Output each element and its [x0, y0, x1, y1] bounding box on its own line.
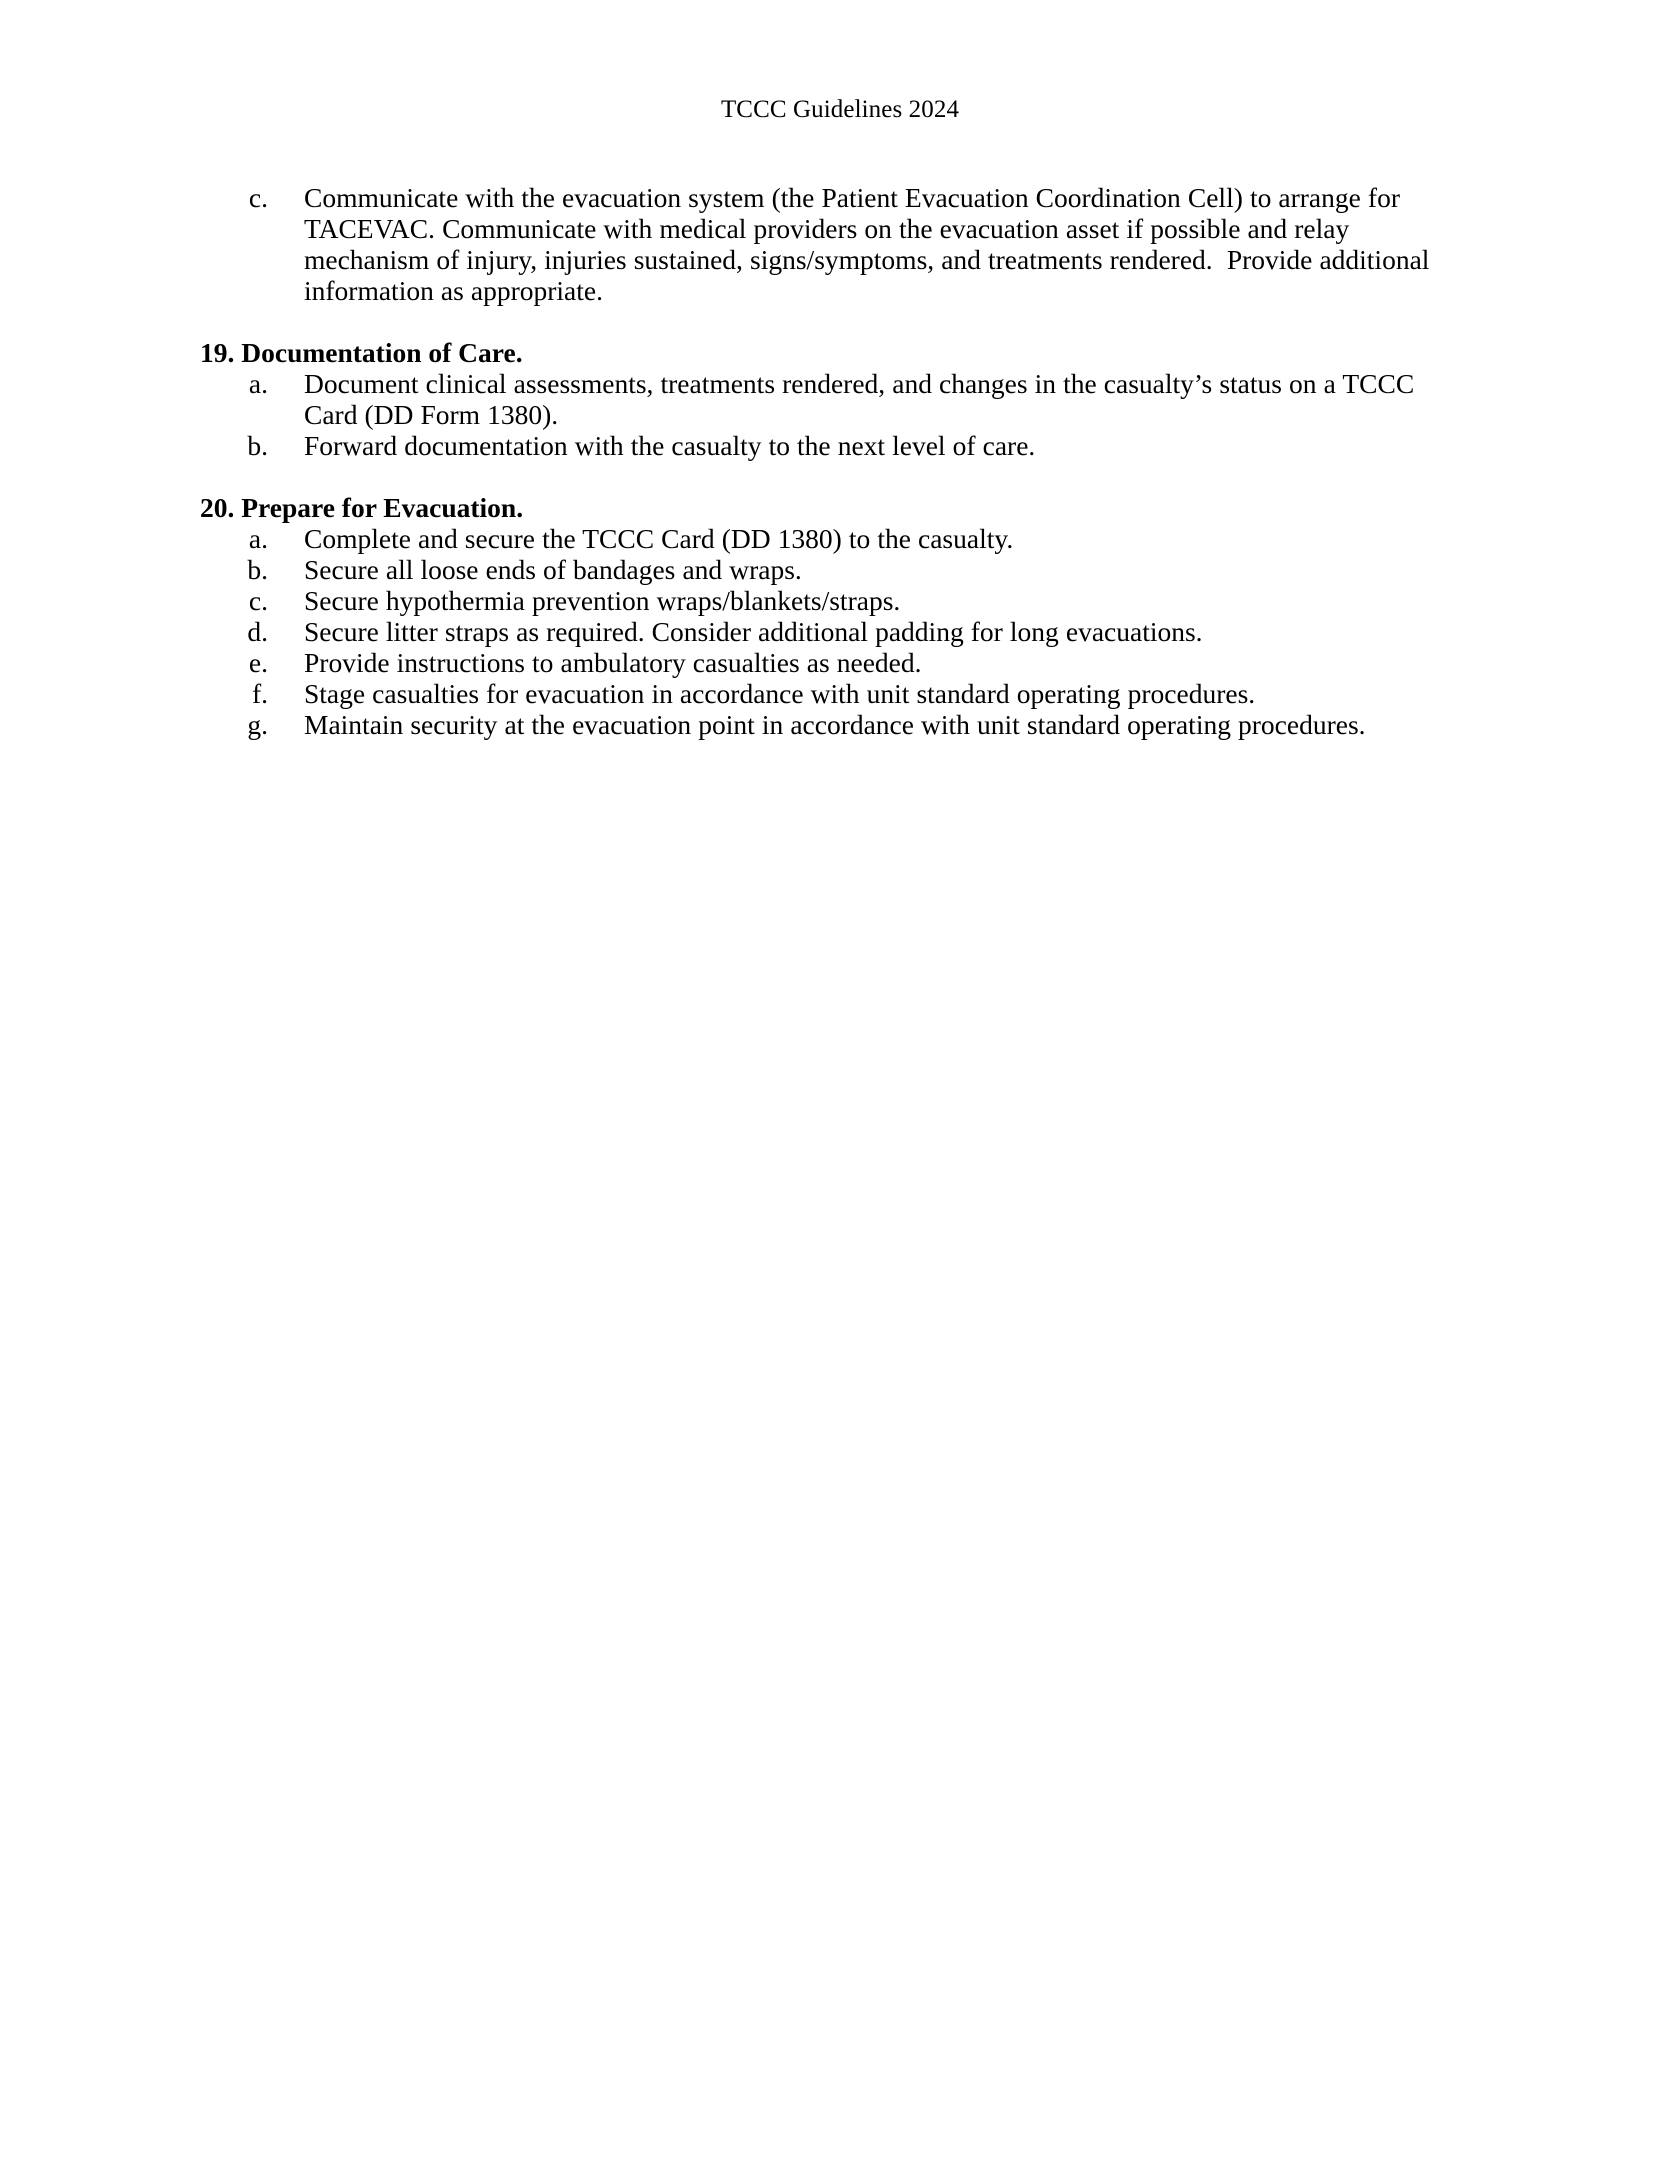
list-item — [200, 709, 1472, 740]
list-item-text: Provide instructions to ambulatory casualties as needed. — [304, 647, 922, 678]
list-item-marker: b. — [247, 554, 268, 585]
list-item — [200, 585, 1472, 616]
list-item-marker: c. — [248, 585, 268, 616]
list-item — [200, 554, 1472, 585]
list-item — [200, 368, 1472, 430]
section-heading-20: 20. Prepare for Evacuation. — [200, 492, 524, 523]
list-item-marker: a. — [248, 368, 268, 399]
running-header: TCCC Guidelines 2024 — [720, 96, 960, 123]
list-item-text: Secure hypothermia prevention wraps/blankets/straps. — [304, 585, 901, 616]
list-item-text: Secure all loose ends of bandages and wraps. — [304, 554, 802, 585]
list-item-text: Stage casualties for evacuation in accordance with unit standard operating procedures. — [304, 678, 1256, 709]
section-20-list — [200, 523, 1472, 740]
list-item — [200, 678, 1472, 709]
list-item — [200, 430, 1472, 461]
section-gap — [200, 461, 1472, 492]
list-item-marker: f. — [251, 678, 268, 709]
section-gap — [200, 306, 1472, 337]
section-19-list — [200, 368, 1472, 461]
list-item-text: Communicate with the evacuation system (the Patient Evacuation Coordination Cell) to arrange for TACEVAC. Communicate with medical providers on the evacuation asset if possible and relay mechanism of injury, injuries sustained, signs/symptoms, and treatments rendered. Provide additional information as appropriate. — [304, 182, 1437, 306]
continued-list — [200, 182, 1472, 306]
list-item-text: Complete and secure the TCCC Card (DD 1380) to the casualty. — [304, 523, 1014, 554]
list-item-marker: b. — [247, 430, 268, 461]
list-item-marker: d. — [247, 616, 268, 647]
list-item-marker: a. — [248, 523, 268, 554]
list-item-text: Maintain security at the evacuation point in accordance with unit standard operating procedures. — [304, 709, 1366, 740]
section-heading-19: 19. Documentation of Care. — [200, 337, 523, 368]
list-item-text: Secure litter straps as required. Consider additional padding for long evacuations. — [304, 616, 1203, 647]
document-body — [200, 182, 1472, 740]
list-item-marker: c. — [248, 182, 268, 213]
list-item — [200, 616, 1472, 647]
list-item — [200, 182, 1472, 306]
list-item — [200, 523, 1472, 554]
list-item-text: Forward documentation with the casualty to the next level of care. — [304, 430, 1036, 461]
list-item — [200, 647, 1472, 678]
list-item-marker: g. — [247, 709, 268, 740]
list-item-text: Document clinical assessments, treatments rendered, and changes in the casualty’s status on a TCCC Card (DD Form 1380). — [304, 368, 1422, 430]
list-item-marker: e. — [248, 647, 268, 678]
